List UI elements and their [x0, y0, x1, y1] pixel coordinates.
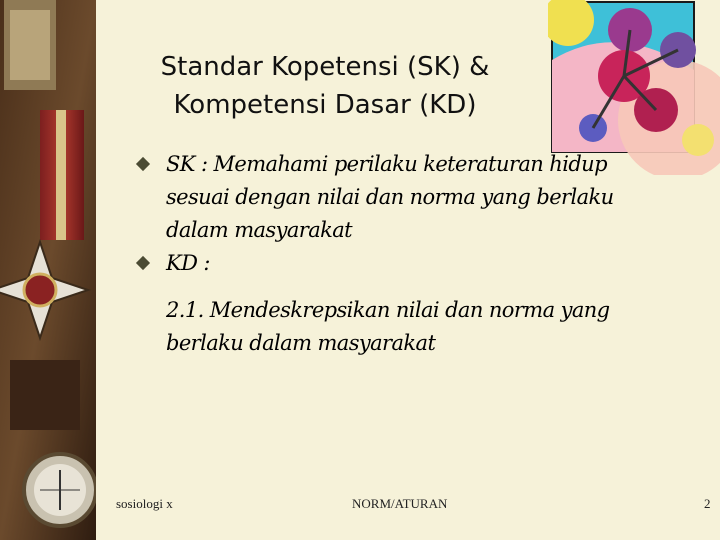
kd-label: KD : [166, 251, 210, 275]
medal-photo [0, 0, 96, 540]
sk-line-2: sesuai dengan nilai dan norma yang berlaku [166, 185, 614, 209]
title-line-2: Kompetensi Dasar (KD) [173, 90, 477, 120]
kd-line-2: berlaku dalam masyarakat [166, 331, 436, 355]
bullet-sk [138, 148, 658, 247]
sk-line-1: SK : Memahami perilaku keteraturan hidup [166, 152, 607, 176]
diamond-bullet-icon [136, 256, 150, 270]
footer-center: NORM/ATURAN [352, 496, 448, 511]
slide-body [138, 148, 658, 360]
page-number: 2 [704, 496, 711, 511]
diamond-bullet-icon [136, 157, 150, 171]
kd-line-1: 2.1. Mendeskrepsikan nilai dan norma yang [166, 298, 610, 322]
bullet-kd [138, 247, 658, 280]
title-line-1: Standar Kopetensi (SK) & [160, 52, 490, 82]
slide-title [120, 48, 530, 124]
kd-detail [138, 294, 658, 360]
sk-line-3: dalam masyarakat [166, 218, 353, 242]
footer-left: sosiologi x [116, 496, 173, 511]
